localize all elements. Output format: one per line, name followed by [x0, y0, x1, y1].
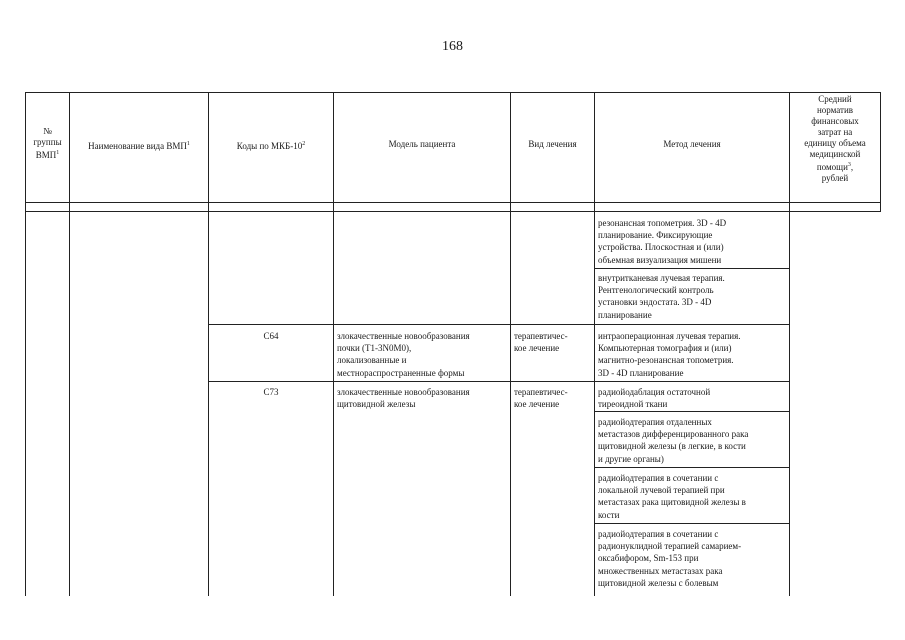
method-cell: резонансная топометрия. 3D - 4D планирование. Фиксирующие устройства. Плоскостная и (или) объемная визуализация мишени: [598, 218, 727, 265]
header-treatment-method-text: Метод лечения: [663, 139, 721, 149]
table-border-top: [25, 92, 881, 93]
patient-model-cell: злокачественные новообразования почки (T1-3N0M0), локализованные и местнораспространенные формы: [337, 331, 470, 378]
header-patient-model-text: Модель пациента: [388, 139, 456, 149]
header-vmp-name: [70, 139, 208, 152]
method-cell: радиойодтерапия отдаленных метастазов дифференцированного рака щитовидной железы (в легкие, в кости и другие органы): [598, 417, 749, 464]
column-divider: [69, 92, 70, 596]
header-cost-norm-text: Средний норматив финансовых затрат на единицу объема медицинской помощи: [804, 94, 866, 172]
header-treatment-type: [511, 139, 594, 150]
footnote-mark: 1: [56, 150, 60, 156]
row-divider: [208, 324, 790, 325]
header-icd-codes: [209, 139, 333, 152]
row-divider: [594, 411, 790, 412]
method-cell: радиойодтерапия в сочетании с локальной лучевой терапией при метастазах рака щитовидной железы в кости: [598, 473, 746, 520]
row-divider: [208, 381, 790, 382]
icd-code-cell: C64: [263, 331, 279, 341]
method-cell: радиойодаблация остаточной тиреоидной ткани: [598, 387, 711, 410]
method-cell: радиойодтерапия в сочетании с радионуклидной терапией самарием- оксабифором, Sm-153 при множественных метастазах рака щитовидной железы с болевым: [598, 529, 742, 588]
header-treatment-type-text: Вид лечения: [528, 139, 577, 149]
row-divider: [594, 467, 790, 468]
column-divider: [208, 92, 209, 596]
header-group-number: [26, 126, 69, 161]
icd-code-cell: C73: [263, 387, 279, 397]
header-divider: [25, 211, 881, 212]
method-cell: внутритканевая лучевая терапия. Рентгенологический контроль установки эндостата. 3D - 4D планирование: [598, 273, 725, 320]
header-vmp-name-text: Наименование вида ВМП: [88, 141, 187, 151]
header-icd-codes-text: Коды по МКБ-10: [236, 141, 303, 151]
table-border-left: [25, 92, 26, 596]
header-treatment-method: [595, 139, 789, 150]
treatment-type-cell: терапевтичес- кое лечение: [514, 387, 568, 410]
patient-model-cell: злокачественные новообразования щитовидной железы: [337, 387, 470, 410]
table-border-right: [880, 92, 881, 212]
method-cell: интраоперационная лучевая терапия. Компьютерная томография и (или) магнитно-резонансная топометрия. 3D - 4D планирование: [598, 331, 741, 378]
header-patient-model: [334, 139, 510, 150]
column-divider: [594, 92, 595, 596]
footnote-mark: 3: [847, 162, 851, 168]
column-divider: [333, 92, 334, 596]
row-divider: [594, 523, 790, 524]
footnote-mark: 2: [302, 141, 306, 147]
header-divider: [25, 202, 881, 203]
column-divider: [510, 92, 511, 596]
page-number: 168: [442, 39, 463, 54]
treatment-type-cell: терапевтичес- кое лечение: [514, 331, 568, 354]
header-group-number-text: № группы ВМП: [33, 126, 62, 160]
header-cost-norm-unit: , рублей: [821, 162, 854, 183]
header-cost-norm: [790, 94, 880, 184]
row-divider: [594, 268, 790, 269]
footnote-mark: 1: [186, 141, 190, 147]
